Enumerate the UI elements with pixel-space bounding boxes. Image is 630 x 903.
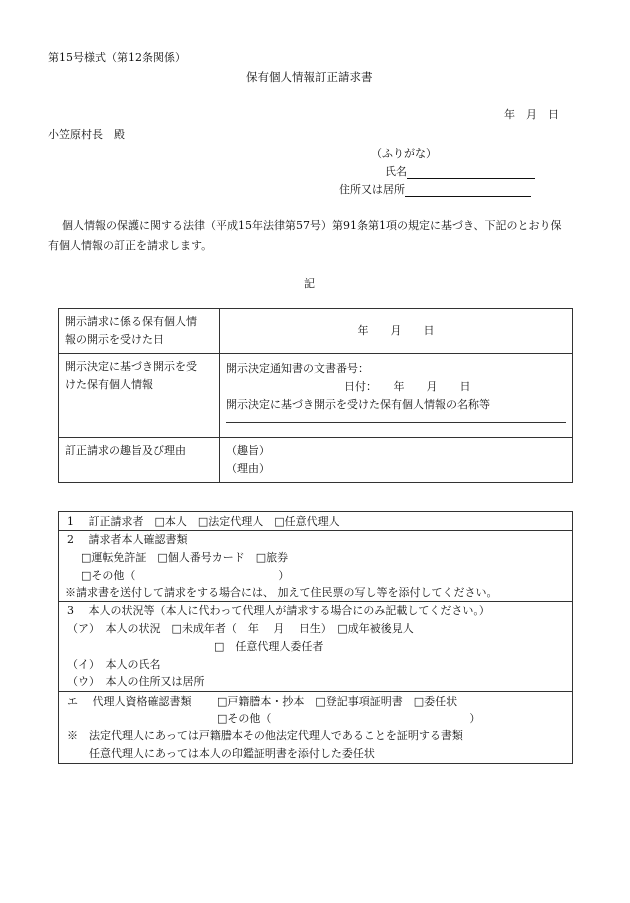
ki-heading: 記	[304, 277, 315, 290]
date-line: 年 月 日	[504, 108, 559, 121]
address-label: 住所又は居所	[339, 183, 405, 196]
section2-title: 2 請求者本人確認書類	[67, 533, 188, 546]
address-underline	[405, 184, 531, 197]
section2-options[interactable]: □運転免許証 □個人番号カード □旅券	[81, 551, 289, 564]
table-row	[59, 354, 573, 438]
section4-note-1: ※ 法定代理人にあっては戸籍謄本その他法定代理人であることを証明する書類	[67, 729, 463, 742]
name-underline	[407, 166, 535, 179]
section4-other[interactable]: □その他（ ）	[217, 712, 481, 725]
disclosure-date: 年 月 日	[357, 324, 435, 337]
row2-label-1: 開示決定に基づき開示を受	[65, 360, 197, 373]
divider	[59, 691, 572, 692]
intro-line-1: 個人情報の保護に関する法律（平成15年法律第57号）第91条第1項の規定に基づき、下記のとおり保	[62, 219, 562, 232]
row3-label: 訂正請求の趣旨及び理由	[59, 438, 220, 483]
divider	[59, 530, 572, 531]
section3-title: 3 本人の状況等（本人に代わって代理人が請求する場合にのみ記載してください。）	[67, 604, 490, 617]
purpose-reason-field[interactable]	[220, 438, 573, 483]
section4-title: エ 代理人資格確認書類	[67, 695, 192, 708]
address-field[interactable]	[339, 181, 531, 197]
notice-date: 日付： 年 月 日	[344, 380, 471, 393]
disclosed-info-underline	[226, 414, 566, 423]
row1-label-1: 開示請求に係る保有個人情	[65, 315, 197, 328]
section2-note: ※請求書を送付して請求をする場合には、 加えて住民票の写し等を添付してください。	[65, 586, 498, 599]
section2-other[interactable]: □その他（ ）	[81, 569, 290, 582]
row1-label-2: 報の開示を受けた日	[65, 333, 164, 346]
form-number: 第15号様式（第12条関係）	[48, 51, 186, 64]
name-field[interactable]	[385, 163, 535, 179]
section3-c-address[interactable]: （ウ） 本人の住所又は居所	[67, 675, 205, 688]
requester-info-box	[58, 511, 573, 764]
correction-details-table	[58, 308, 573, 483]
section4-note-2: 任意代理人にあっては本人の印鑑証明書を添付した委任状	[89, 747, 375, 760]
notice-doc-number: 開示決定通知書の文書番号：	[226, 362, 369, 375]
section1-requester-type[interactable]: 1 訂正請求者 □本人 □法定代理人 □任意代理人	[67, 515, 340, 528]
intro-line-2: 有個人情報の訂正を請求します。	[48, 239, 213, 252]
section3-a-proxy[interactable]: □ 任意代理人委任者	[214, 640, 324, 653]
section3-b-name[interactable]: （イ） 本人の氏名	[67, 658, 161, 671]
disclosed-info-name: 開示決定に基づき開示を受けた保有個人情報の名称等	[226, 398, 490, 411]
furigana-label: （ふりがな）	[371, 147, 437, 160]
section3-a-status[interactable]: （ア） 本人の状況 □未成年者（ 年 月 日生） □成年被後見人	[67, 622, 414, 635]
addressee: 小笠原村長 殿	[48, 128, 125, 141]
disclosed-info-field[interactable]	[220, 354, 573, 438]
name-label: 氏名	[385, 165, 407, 178]
table-row	[59, 438, 573, 483]
section4-options[interactable]: □戸籍謄本・抄本 □登記事項証明書 □委任状	[217, 695, 458, 708]
reason-label: （理由）	[226, 462, 270, 475]
page-title: 保有個人情報訂正請求書	[246, 70, 373, 84]
divider	[59, 601, 572, 602]
purpose-label: （趣旨）	[226, 444, 270, 457]
table-row	[59, 309, 573, 354]
row2-label-2: けた保有個人情報	[65, 378, 153, 391]
disclosure-date-field[interactable]	[220, 309, 573, 354]
